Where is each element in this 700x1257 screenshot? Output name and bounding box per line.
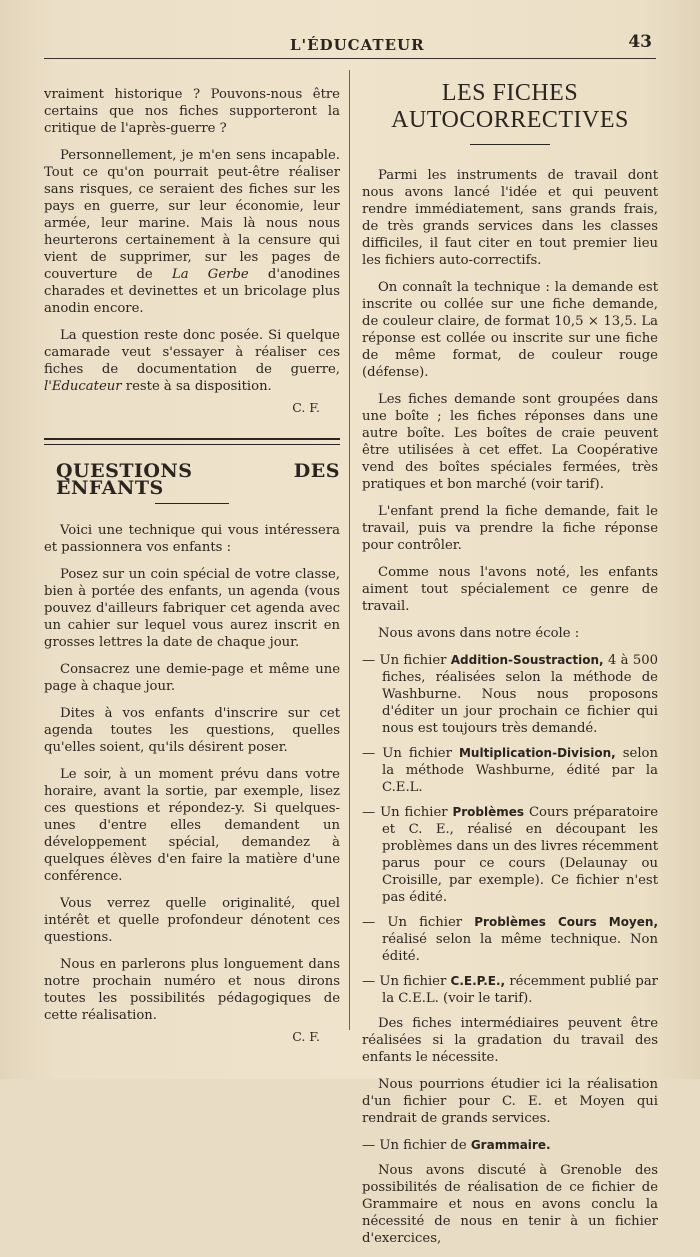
- text-run: — Un fichier: [362, 653, 447, 668]
- paragraph: Parmi les instruments de travail dont nous avons lancé l'idée et qui peuvent rendre immédiatement, sans grands frais, de très grands services dans les classes difficiles, il faut citer en tout premier lieu les fichiers auto-correctifs.: [362, 168, 658, 268]
- section-separator: [44, 438, 340, 445]
- article-title: [362, 80, 658, 134]
- heading-underline: [155, 503, 229, 504]
- paragraph: Nous avons discuté à Grenoble des possibilités de réalisation de ce fichier de Grammaire et nous en avons conclu la nécessité de nous en tenir à un fichier d'exercices,: [362, 1163, 658, 1246]
- paragraph: Voici une technique qui vous intéressera et passionnera vos enfants :: [44, 523, 340, 555]
- text-run: — Un fichier: [362, 746, 452, 761]
- text-run: d'anodines charades et devinettes et un bricolage plus anodin encore.: [44, 267, 341, 316]
- paragraph: Nous en parlerons plus longuement dans notre prochain numéro et nous dirons toutes les possibilités pédagogiques de cette réalisation.: [44, 957, 340, 1023]
- section-heading: QUESTIONS DES ENFANTS: [56, 460, 340, 499]
- bold-term: Problèmes: [452, 805, 525, 819]
- column-divider: [349, 70, 350, 1030]
- title-line: LES FICHES: [441, 80, 579, 106]
- page-number: 43: [628, 32, 652, 52]
- signature: C. F.: [292, 1029, 320, 1044]
- left-column: [44, 86, 340, 1045]
- list-item: [362, 804, 658, 906]
- text-run: récemment publié par la C.E.L. (voir le tarif).: [382, 974, 658, 1006]
- title-line: AUTOCORRECTIVES: [391, 107, 629, 133]
- text-run: La question reste donc posée. Si quelque camarade veut s'essayer à réaliser ces fiches de documentation de guerre,: [44, 328, 340, 377]
- journal-title: L'ÉDUCATEUR: [290, 36, 425, 54]
- text-run: Cours préparatoire et C. E., réalisé en découpant les problèmes dans un des livres récemment parus pour ce cours (Delaunay ou Croisille, par exemple). Ce fichier n'est pas édité.: [382, 805, 658, 905]
- paragraph: Des fiches intermédiaires peuvent être réalisées si la gradation du travail des enfants le nécessite.: [362, 1016, 658, 1065]
- paragraph: Consacrez une demie-page et même une page à chaque jour.: [44, 662, 340, 694]
- paragraph: Dites à vos enfants d'inscrire sur cet agenda toutes les questions, quelles qu'elles soient, qu'ils désirent poser.: [44, 706, 340, 755]
- text-run: 4 à 500 fiches, réalisées selon la méthode de Washburne. Nous nous proposons d'éditer un jour prochain ce fichier qui nous est toujours très demandé.: [382, 653, 658, 736]
- paragraph: Le soir, à un moment prévu dans votre horaire, avant la sortie, par exemple, lisez ces questions et répondez-y. Si quelques-unes d'entre elles demandent un développement spécial, demandez à quelques élèves d'en faire la matière d'une conférence.: [44, 767, 340, 884]
- signature: C. F.: [292, 400, 320, 415]
- list-item: [362, 973, 658, 1007]
- paragraph: Les fiches demande sont groupées dans une boîte ; les fiches réponses dans une autre boîte. Les boîtes de craie peuvent être utilisées à cet effet. La Coopérative vend des boîtes spéciales fermées, très pratiques et bon marché (voir tarif).: [362, 392, 658, 492]
- bold-term: Addition-Soustraction,: [450, 653, 604, 667]
- paragraph: Nous avons dans notre école :: [378, 626, 580, 641]
- bold-term: Problèmes Cours Moyen,: [474, 915, 658, 929]
- paragraph: Nous pourrions étudier ici la réalisation d'un fichier pour C. E. et Moyen qui rendrait de grands services.: [362, 1077, 658, 1126]
- text-run: selon la méthode Washburne, édité par la C.E.L.: [382, 746, 658, 795]
- text-run: — Un fichier: [362, 974, 447, 989]
- text-run: Personnellement, je m'en sens incapable. Tout ce qu'on pourrait peut-être réaliser sans risques, ce seraient des fiches sur les pays en guerre, sur leur économie, leur armée, leur marine. Mais là nous nous heurterons certainement à la censure qui vient de supprimer, sur les pages de couverture de: [44, 148, 340, 282]
- paragraph: On connaît la technique : la demande est inscrite ou collée sur une fiche demande, de couleur claire, de format 10,5 × 13,5. La réponse est collée ou inscrite sur une fiche de même format, de couleur rouge (défense).: [362, 280, 658, 380]
- text-run: — Un fichier de: [362, 1138, 467, 1153]
- text-run: — Un fichier: [362, 805, 448, 820]
- paragraph: Comme nous l'avons noté, les enfants aiment tout spécialement ce genre de travail.: [362, 565, 658, 614]
- list-item: [362, 745, 658, 796]
- paragraph: [44, 327, 340, 395]
- italic-title: l'Educateur: [44, 379, 122, 394]
- bold-term: C.E.P.E.,: [450, 974, 506, 988]
- paragraph: [44, 147, 340, 317]
- list-item: [362, 652, 658, 737]
- paragraph: Posez sur un coin spécial de votre classe, bien à portée des enfants, un agenda (vous pouvez d'ailleurs fabriquer cet agenda avec un cahier sur lequel vous aurez inscrit en grosses lettres la date de chaque jour.: [44, 567, 340, 650]
- paragraph: Vous verrez quelle originalité, quel intérêt et quelle profondeur dénotent ces questions.: [44, 896, 340, 945]
- text-run: reste à sa disposition.: [125, 379, 272, 394]
- italic-title: La Gerbe: [171, 267, 249, 282]
- right-column: [362, 80, 658, 1257]
- paragraph: vraiment historique ? Pouvons-nous être certains que nos fiches supporteront la critique de l'après-guerre ?: [44, 87, 340, 136]
- list-item: [362, 914, 658, 965]
- bold-term: Multiplication-Division,: [458, 746, 616, 760]
- list-item: [362, 1137, 658, 1154]
- title-underline: [470, 144, 550, 145]
- running-header: [44, 30, 656, 59]
- text-run: — Un fichier: [362, 915, 463, 930]
- bold-term: Grammaire.: [470, 1138, 551, 1152]
- text-run: réalisé selon la même technique. Non édité.: [382, 932, 658, 964]
- paragraph: L'enfant prend la fiche demande, fait le travail, puis va prendre la fiche réponse pour contrôler.: [362, 504, 658, 553]
